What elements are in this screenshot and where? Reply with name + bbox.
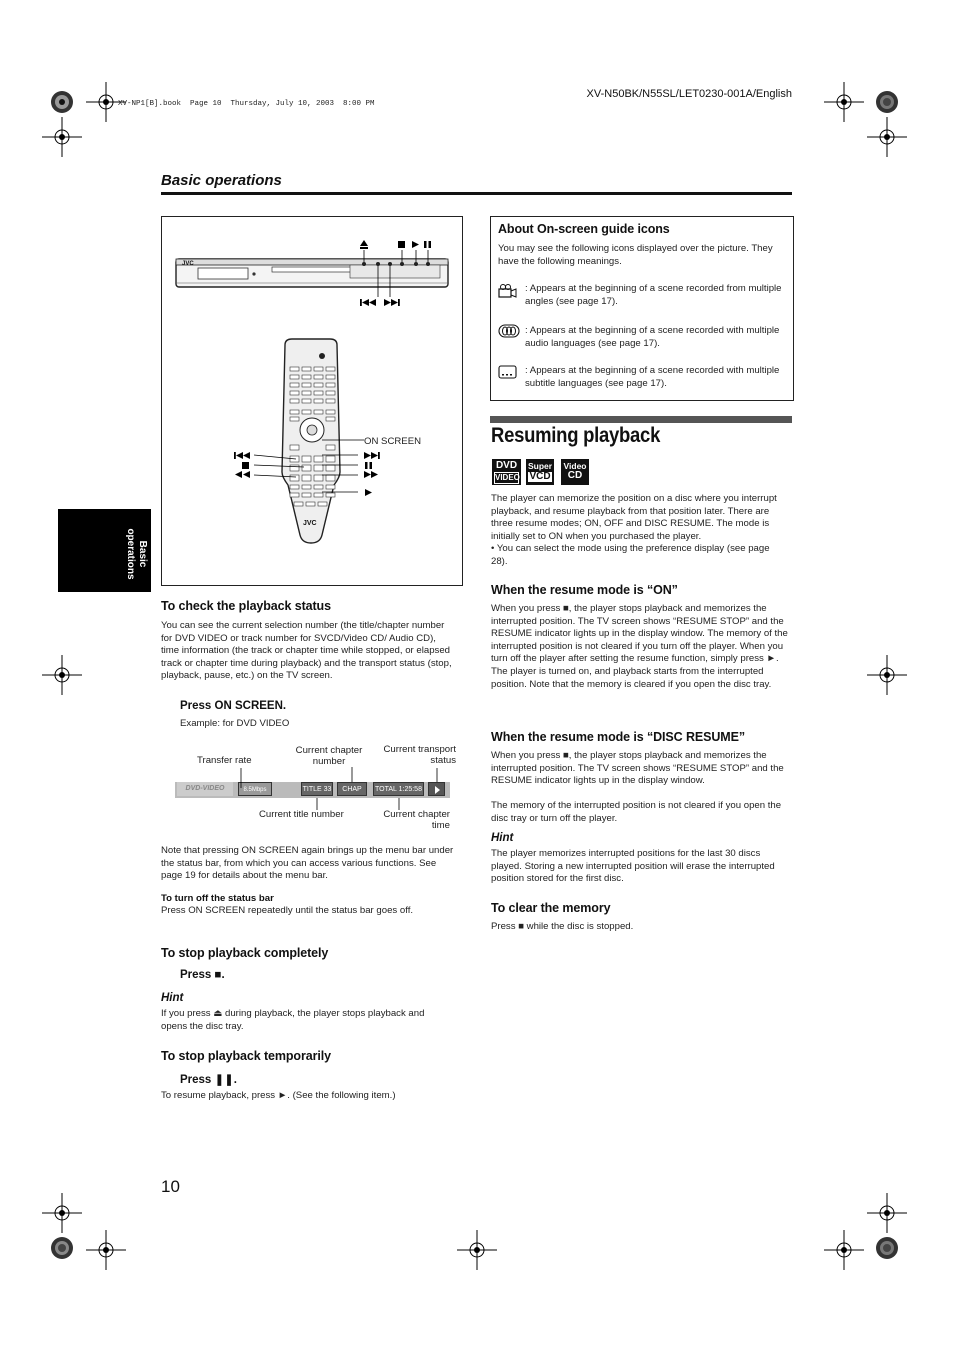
super-vcd-logo: [526, 459, 554, 485]
resume-on-body: When you press ■, the player stops playback and memorizes the interrupted position. The TV screen shows “RESUME STOP” and the RESUME indicator lights up in the display window. The memory of the interrupted position is not cleared if you turn off the player. When you turn off the player after setting the resume function, simply press ►. The player is turned on, and playback starts from the interrupted position. Note that the memory is cleared if you open the disc tray.: [491, 603, 788, 690]
current-transport-status-label: Current transport status: [383, 744, 456, 766]
current-chapter-time-label: Current chapter time: [383, 809, 450, 831]
icons-info-box: [490, 216, 794, 401]
turn-off-heading: To turn off the status bar: [161, 893, 274, 904]
icons-box-heading: About On-screen guide icons: [498, 222, 670, 236]
turn-off-body: Press ON SCREEN repeatedly until the status bar goes off.: [161, 905, 414, 916]
status-total-time: TOTAL 1:25:58: [373, 782, 424, 796]
resuming-intro: The player can memorize the position on a disc where you interrupt playback, and resume playback from that position later. There are three resume modes; ON, OFF and DISC RESUME. The mode is initially set to ON when you purchased the player.: [491, 493, 777, 542]
section-rule: [161, 192, 792, 195]
crosshair-mark-icon: [42, 1193, 82, 1233]
resume-hint-body: The player memorizes interrupted positions for the last 30 discs played. Storing a new interrupted position will erase the interrupted position stored for the first disc.: [491, 848, 775, 885]
registration-mark-icon: [867, 1228, 907, 1268]
stop-temp-heading: To stop playback temporarily: [161, 1049, 331, 1063]
logo-svcd-bottom: VCD: [529, 471, 551, 482]
status-bar-callouts: [161, 762, 461, 812]
press-pause: Press ❚❚.: [180, 1074, 237, 1086]
stop-complete-heading: To stop playback completely: [161, 946, 329, 960]
model-number: XV-N50BK/N55SL/LET0230-001A/English: [586, 88, 792, 100]
registration-mark-icon: [42, 82, 82, 122]
clear-memory-body: Press ■ while the disc is stopped.: [491, 921, 634, 932]
check-status-body: You can see the current selection number (the title/chapter number for DVD VIDEO or track number for SVCD/Video CD/ Audio CD), time information (the track or chapter time while stopped, or elapsed track or chapter time during playback) and the transport status (stop, playback, pause, etc.) on the TV screen.: [161, 620, 452, 682]
crosshair-mark-icon: [457, 1230, 497, 1270]
controls-figure: [161, 216, 463, 586]
section-title: Basic operations: [161, 172, 282, 189]
resuming-title: Resuming playback: [491, 424, 661, 447]
crosshair-mark-icon: [824, 1230, 864, 1270]
multi-subtitle-icon: [498, 365, 518, 379]
status-transfer-rate: 8.5Mbps: [238, 782, 272, 796]
multi-subtitle-text: : Appears at the beginning of a scene recorded with multiple subtitle languages (see page 17).: [525, 365, 780, 389]
logo-dvd-bottom: VIDEO: [495, 473, 520, 482]
registration-mark-icon: [867, 82, 907, 122]
crosshair-mark-icon: [42, 117, 82, 157]
multi-angle-icon: [498, 283, 518, 299]
check-status-heading: To check the playback status: [161, 599, 331, 613]
resuming-rule: [490, 416, 792, 423]
logo-svcd-top: Super: [527, 461, 553, 471]
crosshair-mark-icon: [867, 117, 907, 157]
resuming-bullet: • You can select the mode using the preference display (see page 28).: [491, 543, 770, 567]
current-chapter-number-label: Current chapter number: [295, 745, 363, 767]
menu-bar-note: Note that pressing ON SCREEN again brings up the menu bar under the status bar, from which you can access various functions. See page 19 for details about the menu bar.: [161, 845, 454, 882]
press-stop: Press ■.: [180, 969, 225, 981]
logo-vcd-bottom: CD: [567, 470, 583, 481]
crosshair-mark-icon: [86, 1230, 126, 1270]
on-screen-label: ON SCREEN: [364, 436, 422, 447]
status-disc-type: DVD-VIDEO: [177, 782, 233, 796]
resume-on-heading: When the resume mode is “ON”: [491, 583, 678, 597]
clear-memory-heading: To clear the memory: [491, 901, 611, 915]
status-chapter-number: CHAP 33: [337, 782, 367, 796]
resume-hint-label: Hint: [491, 832, 514, 844]
page-number: 10: [161, 1177, 180, 1196]
player-remote-illustration: [162, 217, 462, 585]
crosshair-mark-icon: [824, 82, 864, 122]
multi-audio-text: : Appears at the beginning of a scene recorded with multiple audio languages (see page 17).: [525, 325, 780, 349]
side-tab: [58, 509, 151, 592]
stop-hint-label: Hint: [161, 992, 184, 1004]
transfer-rate-label: Transfer rate: [197, 755, 252, 766]
video-cd-logo: [561, 459, 589, 485]
press-on-screen: Press ON SCREEN.: [180, 700, 287, 712]
registration-mark-icon: [42, 1228, 82, 1268]
disc-resume-heading: When the resume mode is “DISC RESUME”: [491, 730, 745, 744]
current-title-number-label: Current title number: [259, 809, 344, 820]
crosshair-mark-icon: [867, 1193, 907, 1233]
player-brand-logo: JVC: [182, 261, 194, 267]
example-label: Example: for DVD VIDEO: [180, 718, 290, 729]
logo-vcd-top: Video: [563, 461, 587, 471]
book-info-line: XV-NP1[B].book Page 10 Thursday, July 10, 2003 8:00 PM: [118, 100, 375, 108]
status-title-number: TITLE 33: [301, 782, 333, 796]
dvd-video-logo: [492, 459, 521, 485]
multi-angle-text: : Appears at the beginning of a scene recorded from multiple angles (see page 17).: [525, 283, 782, 307]
icons-box-intro: You may see the following icons displayed over the picture. They have the following meanings.: [498, 243, 773, 267]
stop-hint-body: If you press ⏏ during playback, the player stops playback and opens the disc tray.: [161, 1008, 425, 1032]
side-tab-label: Basic operations: [125, 528, 148, 580]
stop-temp-body: To resume playback, press ►. (See the following item.): [161, 1090, 396, 1101]
remote-brand-logo: JVC: [303, 520, 317, 527]
crosshair-mark-icon: [867, 655, 907, 695]
disc-resume-body-2: The memory of the interrupted position is not cleared if you open the disc tray or turn off the player.: [491, 800, 782, 824]
multi-audio-icon: [498, 324, 520, 338]
logo-dvd-top: DVD: [495, 460, 518, 471]
disc-resume-body-1: When you press ■, the player stops playback and memorizes the interrupted position. The TV screen shows “RESUME STOP” and the RESUME indicator lights up in the display window.: [491, 750, 784, 787]
crosshair-mark-icon: [42, 655, 82, 695]
